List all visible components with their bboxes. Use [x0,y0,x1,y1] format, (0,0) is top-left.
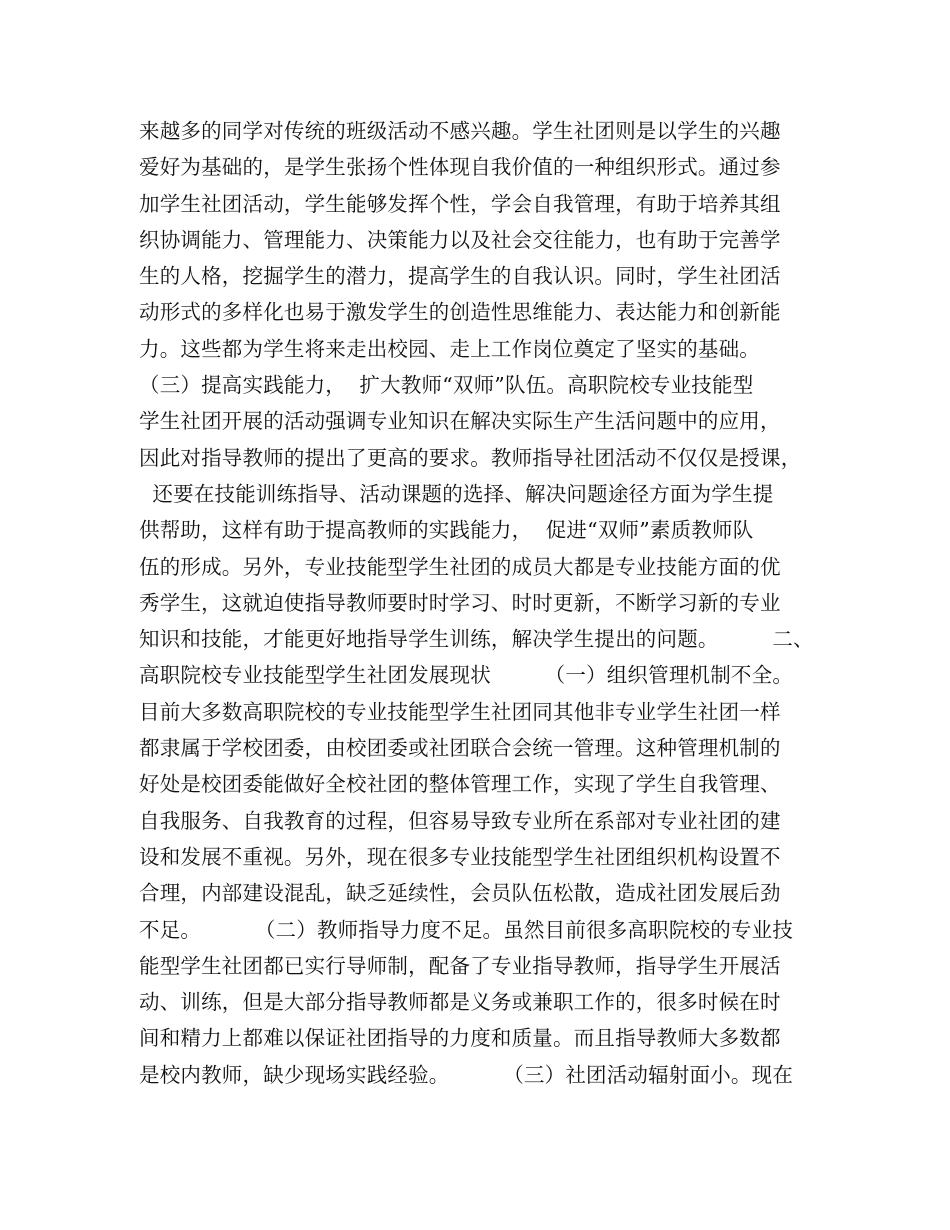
text-line: 秀学生，这就迫使指导教师要时时学习、时时更新，不断学习新的专业 [139,590,781,615]
text-line: 伍的形成。另外，专业技能型学生社团的成员大都是专业技能方面的优 [139,554,781,579]
text-line: （三）提高实践能力， 扩大教师“双师”队伍。高职院校专业技能型 [139,373,754,398]
text-line: 设和发展不重视。另外，现在很多专业技能型学生社团组织机构设置不 [139,844,781,869]
text-line: 高职院校专业技能型学生社团发展现状 （一）组织管理机制不全。 [139,663,794,688]
text-line: 动形式的多样化也易于激发学生的创造性思维能力、表达能力和创新能 [139,300,781,325]
text-line: 供帮助，这样有助于提高教师的实践能力， 促进“双师”素质教师队 [139,518,754,543]
text-line: 能型学生社团都已实行导师制，配备了专业指导教师，指导学生开展活 [139,953,781,978]
document-body [139,113,829,1093]
text-line: 知识和技能，才能更好地指导学生训练，解决学生提出的问题。 二、 [139,627,814,652]
text-line: 目前大多数高职院校的专业技能型学生社团同其他非专业学生社团一样 [139,699,781,724]
text-line: 是校内教师，缺少现场实践经验。 （三）社团活动辐射面小。现在 [139,1062,794,1087]
text-line: 织协调能力、管理能力、决策能力以及社会交往能力，也有助于完善学 [139,227,781,252]
text-line: 来越多的同学对传统的班级活动不感兴趣。学生社团则是以学生的兴趣 [139,119,781,143]
text-line: 力。这些都为学生将来走出校园、走上工作岗位奠定了坚实的基础。 [139,336,760,361]
text-line: 自我服务、自我教育的过程，但容易导致专业所在系部对专业社团的建 [139,808,781,833]
text-line: 生的人格，挖掘学生的潜力，提高学生的自我认识。同时，学生社团活 [139,264,781,289]
text-line: 加学生社团活动，学生能够发挥个性，学会自我管理，有助于培养其组 [139,191,781,216]
text-line: 都隶属于学校团委，由校团委或社团联合会统一管理。这种管理机制的 [139,736,781,761]
text-line: 学生社团开展的活动强调专业知识在解决实际生产生活问题中的应用， [139,409,781,434]
text-line: 因此对指导教师的提出了更高的要求。教师指导社团活动不仅仅是授课， [139,445,802,470]
text-line: 不足。 （二）教师指导力度不足。虽然目前很多高职院校的专业技 [139,917,794,942]
text-line: 好处是校团委能做好全校社团的整体管理工作，实现了学生自我管理、 [139,772,781,797]
text-line: 动、训练，但是大部分指导教师都是义务或兼职工作的，很多时候在时 [139,990,781,1015]
text-line: 还要在技能训练指导、活动课题的选择、解决问题途径方面为学生提 [139,481,774,506]
text-line: 爱好为基础的，是学生张扬个性体现自我价值的一种组织形式。通过参 [139,155,781,180]
text-line: 合理，内部建设混乱，缺乏延续性，会员队伍松散，造成社团发展后劲 [139,881,781,906]
text-line: 间和精力上都难以保证社团指导的力度和质量。而且指导教师大多数都 [139,1026,781,1051]
